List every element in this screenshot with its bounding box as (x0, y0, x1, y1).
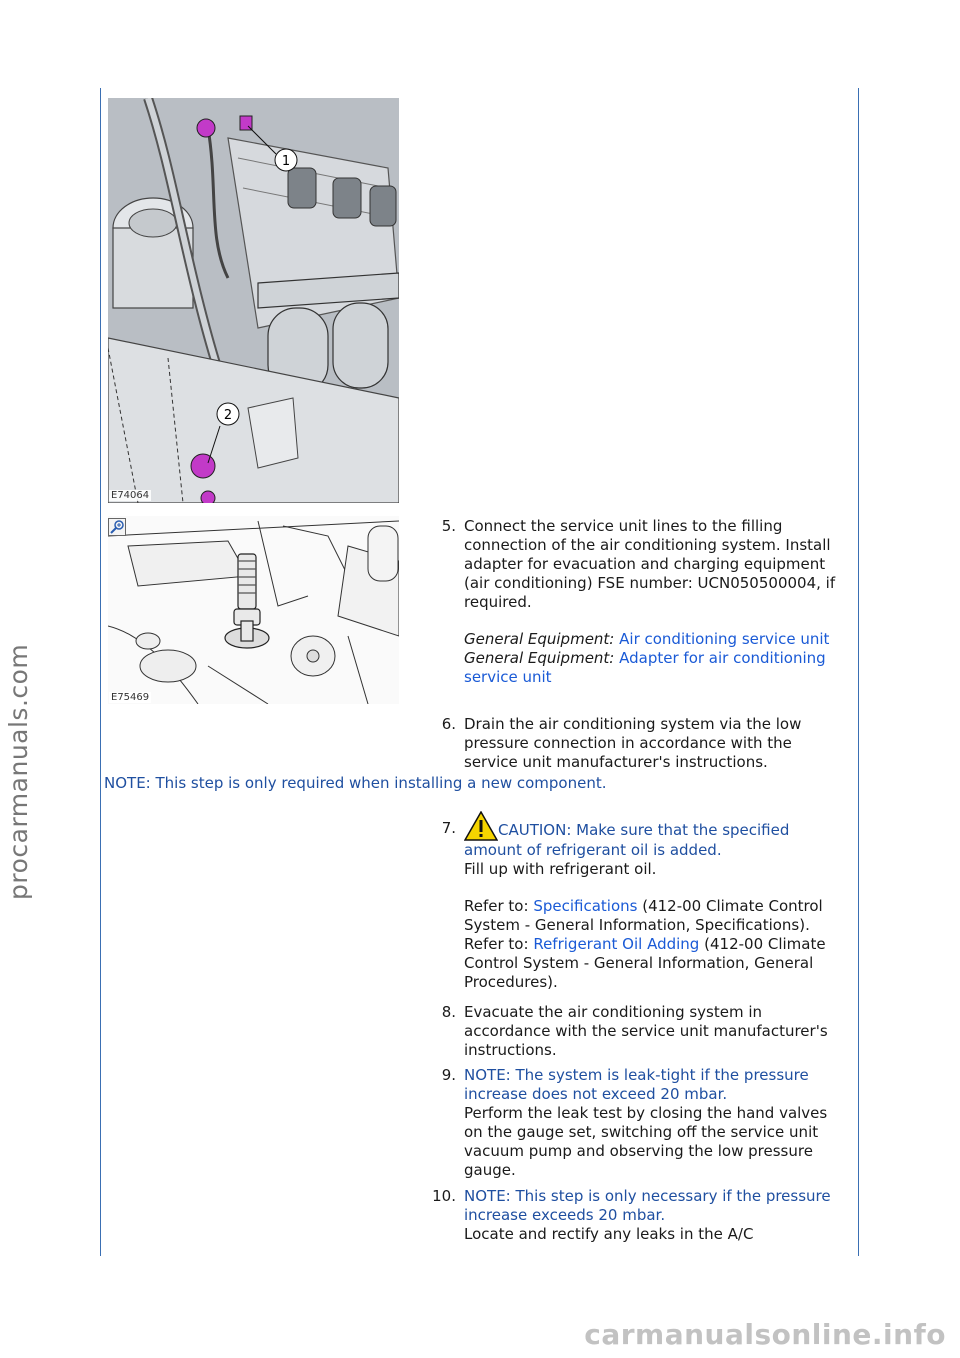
step-number: 10. (432, 1187, 456, 1205)
svg-text:1: 1 (281, 154, 291, 169)
reference-label: Refer to: (464, 897, 529, 915)
step-number: 6. (441, 715, 456, 733)
note-text: NOTE: The system is leak-tight if the pressure increase does not exceed 20 mbar. (464, 1066, 809, 1103)
filling-connection-illustration (108, 516, 399, 704)
callout-2 (217, 403, 239, 425)
side-watermark: procarmanuals.com (4, 643, 33, 900)
figure-code: E74064 (111, 490, 150, 501)
step-text: Drain the air conditioning system via the low pressure connection in accordance with the service unit manufacturer's instructions. (464, 715, 802, 771)
equipment-label: General Equipment: (464, 630, 615, 648)
reference-detail: (412-00 Climate Control System - General Information, General Procedures). (464, 935, 826, 991)
step-text: Fill up with refrigerant oil. (464, 860, 657, 878)
equipment-link[interactable]: Adapter for air conditioning service unit (464, 649, 826, 686)
reference-line (464, 897, 850, 935)
step-number: 9. (441, 1066, 456, 1084)
step-number: 5. (441, 517, 456, 535)
callout-1 (275, 149, 297, 171)
warning-icon (464, 811, 498, 841)
step-number: 7. (441, 819, 456, 837)
step-text: Perform the leak test by closing the hand valves on the gauge set, switching off the service unit vacuum pump and observing the low pressure gauge. (464, 1104, 828, 1179)
step-text: Locate and rectify any leaks in the A/C (464, 1225, 754, 1243)
bottom-watermark: carmanualsonline.info (584, 1318, 946, 1351)
equipment-link[interactable]: Air conditioning service unit (619, 630, 830, 648)
reference-link[interactable]: Refrigerant Oil Adding (533, 935, 700, 953)
step-number: 8. (441, 1003, 456, 1021)
zoom-icon[interactable] (108, 518, 126, 536)
equipment-line (464, 630, 850, 649)
engine-bay-illustration (108, 98, 399, 503)
figure-filling-connection (108, 516, 399, 704)
step-text: Connect the service unit lines to the filling connection of the air conditioning system. Install adapter for evacuation and charging equipment (air conditioning) FSE number: UCN050500004, if required. (464, 517, 836, 611)
caution-text: CAUTION: Make sure that the specified amount of refrigerant oil is added. (464, 821, 790, 859)
left-rule (100, 88, 101, 1256)
equipment-line (464, 649, 850, 687)
reference-label: Refer to: (464, 935, 529, 953)
right-rule (858, 88, 859, 1256)
note-text: NOTE: This step is only necessary if the pressure increase exceeds 20 mbar. (464, 1187, 831, 1224)
reference-detail: (412-00 Climate Control System - General Information, Specifications). (464, 897, 823, 934)
magnifier-icon (109, 519, 125, 535)
svg-text:2: 2 (223, 408, 233, 423)
figure-engine-bay (108, 98, 399, 503)
standalone-note: NOTE: This step is only required when installing a new component. (104, 774, 607, 792)
step-text: Evacuate the air conditioning system in accordance with the service unit manufacturer's instructions. (464, 1003, 828, 1059)
figure-code: E75469 (111, 692, 150, 703)
reference-link[interactable]: Specifications (533, 897, 638, 915)
reference-line (464, 935, 850, 992)
equipment-label: General Equipment: (464, 649, 615, 667)
